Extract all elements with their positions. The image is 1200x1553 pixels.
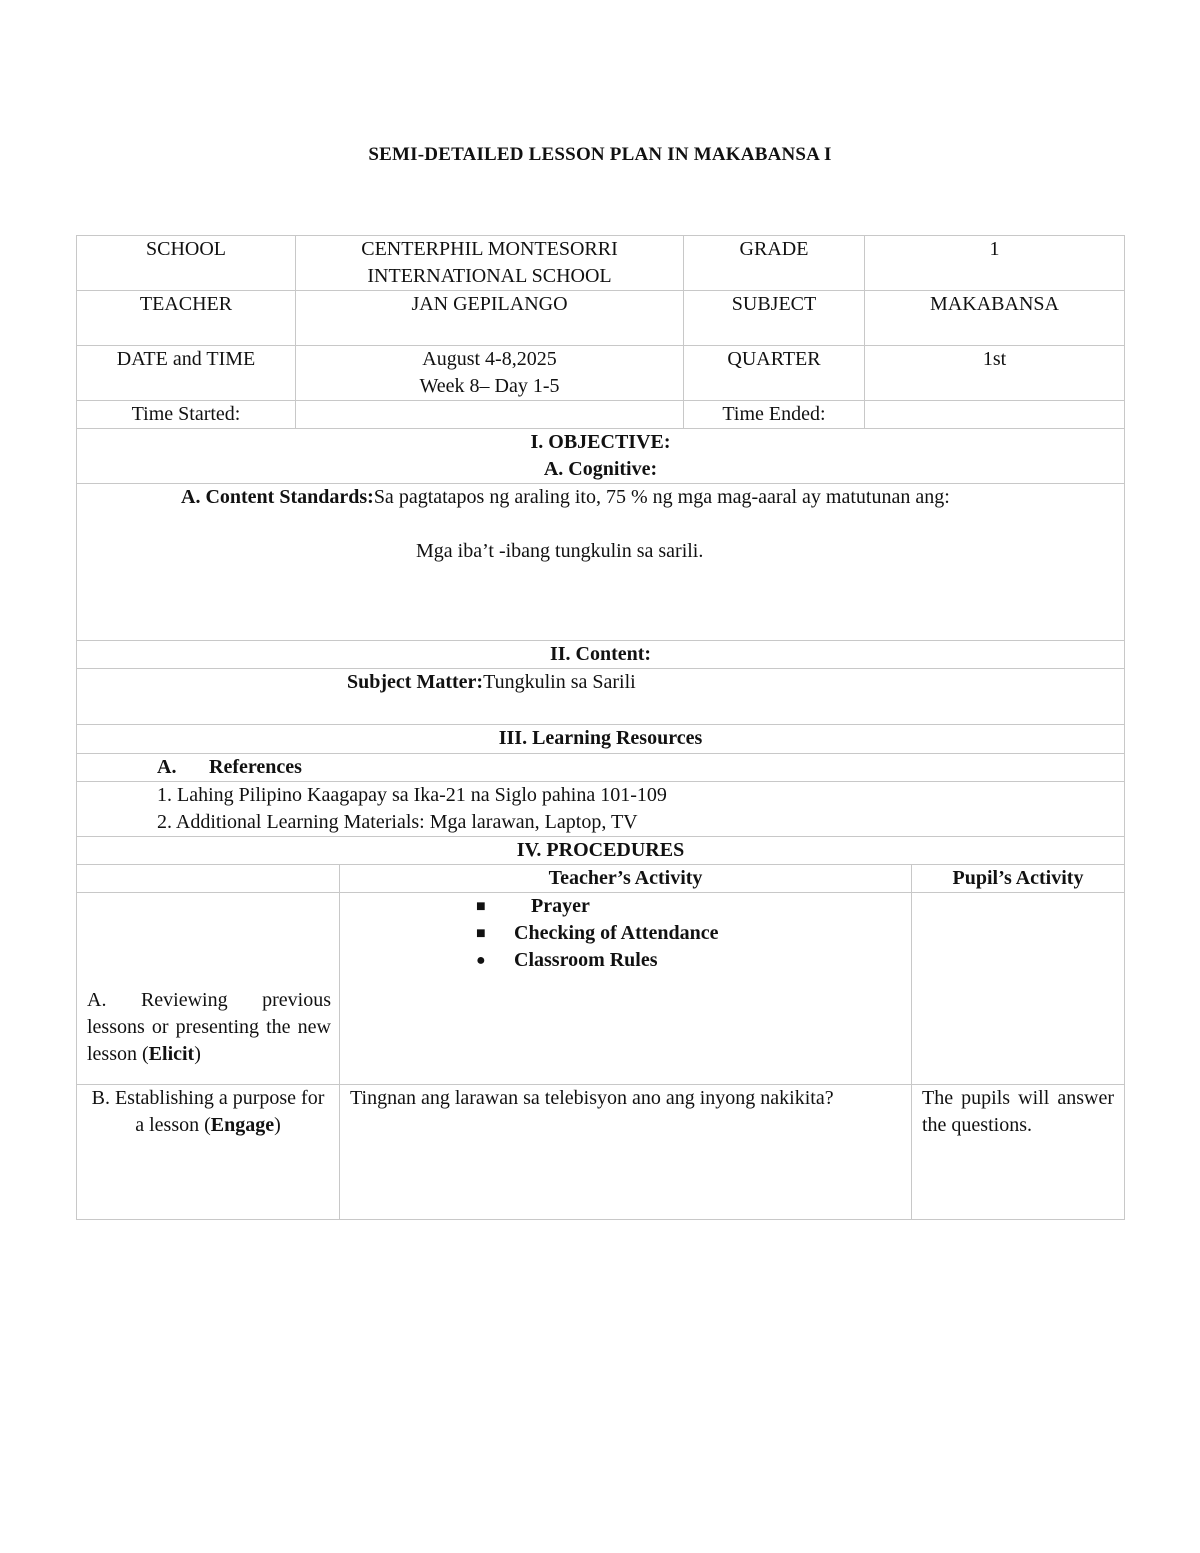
quarter-label: QUARTER xyxy=(684,346,865,401)
pupil-activity-elicit xyxy=(912,893,1125,1085)
time-started-label: Time Started: xyxy=(77,401,296,429)
time-ended-value xyxy=(865,401,1125,429)
bullet-icon: ● xyxy=(476,952,486,969)
datetime-row xyxy=(77,346,1125,401)
references-list-row xyxy=(77,782,1125,837)
objective-heading-row xyxy=(77,429,1125,484)
time-ended-label: Time Ended: xyxy=(684,401,865,429)
reference-item-2: 2. Additional Learning Materials: Mga larawan, Laptop, TV xyxy=(157,811,638,833)
document-title: SEMI-DETAILED LESSON PLAN IN MAKABANSA I xyxy=(368,144,832,165)
school-value xyxy=(296,236,684,291)
procedure-row-engage xyxy=(77,1085,1125,1220)
resources-heading-row xyxy=(77,725,1125,754)
procedures-heading-row xyxy=(77,837,1125,865)
school-value-line2: INTERNATIONAL SCHOOL xyxy=(367,265,612,287)
list-item: ● Classroom Rules xyxy=(514,947,907,974)
list-item: ■ Checking of Attendance xyxy=(514,920,907,947)
teacher-row xyxy=(77,291,1125,346)
bullet-icon: ■ xyxy=(476,925,486,942)
content-standards-label: A. Content Standards: xyxy=(181,486,374,508)
subject-value: MAKABANSA xyxy=(865,291,1125,346)
time-row xyxy=(77,401,1125,429)
teacher-activity-elicit xyxy=(340,893,912,1085)
procedures-heading: IV. PROCEDURES xyxy=(77,837,1125,865)
week-value: Week 8– Day 1-5 xyxy=(419,375,560,397)
teacher-label: TEACHER xyxy=(77,291,296,346)
subject-matter-value: Tungkulin sa Sarili xyxy=(483,671,636,693)
lesson-info-table xyxy=(76,235,1125,865)
references-letter: A. xyxy=(157,756,177,778)
subject-label: SUBJECT xyxy=(684,291,865,346)
pupil-activity-engage: The pupils will answer the questions. xyxy=(912,1085,1125,1220)
date-value: August 4-8,2025 xyxy=(422,348,557,370)
procedures-table xyxy=(76,864,1125,1220)
teacher-value: JAN GEPILANGO xyxy=(296,291,684,346)
objective-heading: I. OBJECTIVE: xyxy=(530,431,671,453)
content-heading-row xyxy=(77,641,1125,669)
teacher-activity-header: Teacher’s Activity xyxy=(340,865,912,893)
list-item: ■ Prayer xyxy=(514,893,907,920)
procedure-row-elicit xyxy=(77,893,1125,1085)
datetime-value xyxy=(296,346,684,401)
procedure-step-elicit: A. Reviewing previous lessons or presenting the new lesson (Elicit) xyxy=(77,893,340,1085)
references-heading-cell xyxy=(77,754,1125,782)
subject-matter-row xyxy=(77,669,1125,725)
subject-matter-label: Subject Matter: xyxy=(347,671,484,693)
school-label: SCHOOL xyxy=(77,236,296,291)
content-standards-cell xyxy=(77,484,1125,641)
quarter-value: 1st xyxy=(865,346,1125,401)
content-heading: II. Content: xyxy=(77,641,1125,669)
school-row xyxy=(77,236,1125,291)
school-value-line1: CENTERPHIL MONTESORRI xyxy=(361,238,618,260)
resources-heading: III. Learning Resources xyxy=(77,725,1125,754)
elicit-activity-list xyxy=(344,893,907,974)
references-row xyxy=(77,754,1125,782)
references-list-cell xyxy=(77,782,1125,837)
reference-item-1: 1. Lahing Pilipino Kaagapay sa Ika-21 na Siglo pahina 101-109 xyxy=(157,784,667,806)
datetime-label: DATE and TIME xyxy=(77,346,296,401)
bullet-icon: ■ xyxy=(476,898,486,915)
content-standard-item: Mga iba’t -ibang tungkulin sa sarili. xyxy=(416,540,704,562)
time-started-value xyxy=(296,401,684,429)
subject-matter-cell xyxy=(77,669,1125,725)
cognitive-heading: A. Cognitive: xyxy=(543,458,658,480)
procedures-header-row xyxy=(77,865,1125,893)
content-standards-text: Sa pagtatapos ng araling ito, 75 % ng mga mag-aaral ay matutunan ang: xyxy=(373,486,950,508)
step-column-header xyxy=(77,865,340,893)
objective-heading-cell xyxy=(77,429,1125,484)
procedure-step-engage: B. Establishing a purpose for a lesson (Engage) xyxy=(77,1085,340,1220)
grade-label: GRADE xyxy=(684,236,865,291)
pupil-activity-header: Pupil’s Activity xyxy=(912,865,1125,893)
grade-value: 1 xyxy=(865,236,1125,291)
content-standards-row xyxy=(77,484,1125,641)
references-label: References xyxy=(209,756,302,778)
teacher-activity-engage: Tingnan ang larawan sa telebisyon ano ang inyong nakikita? xyxy=(340,1085,912,1220)
